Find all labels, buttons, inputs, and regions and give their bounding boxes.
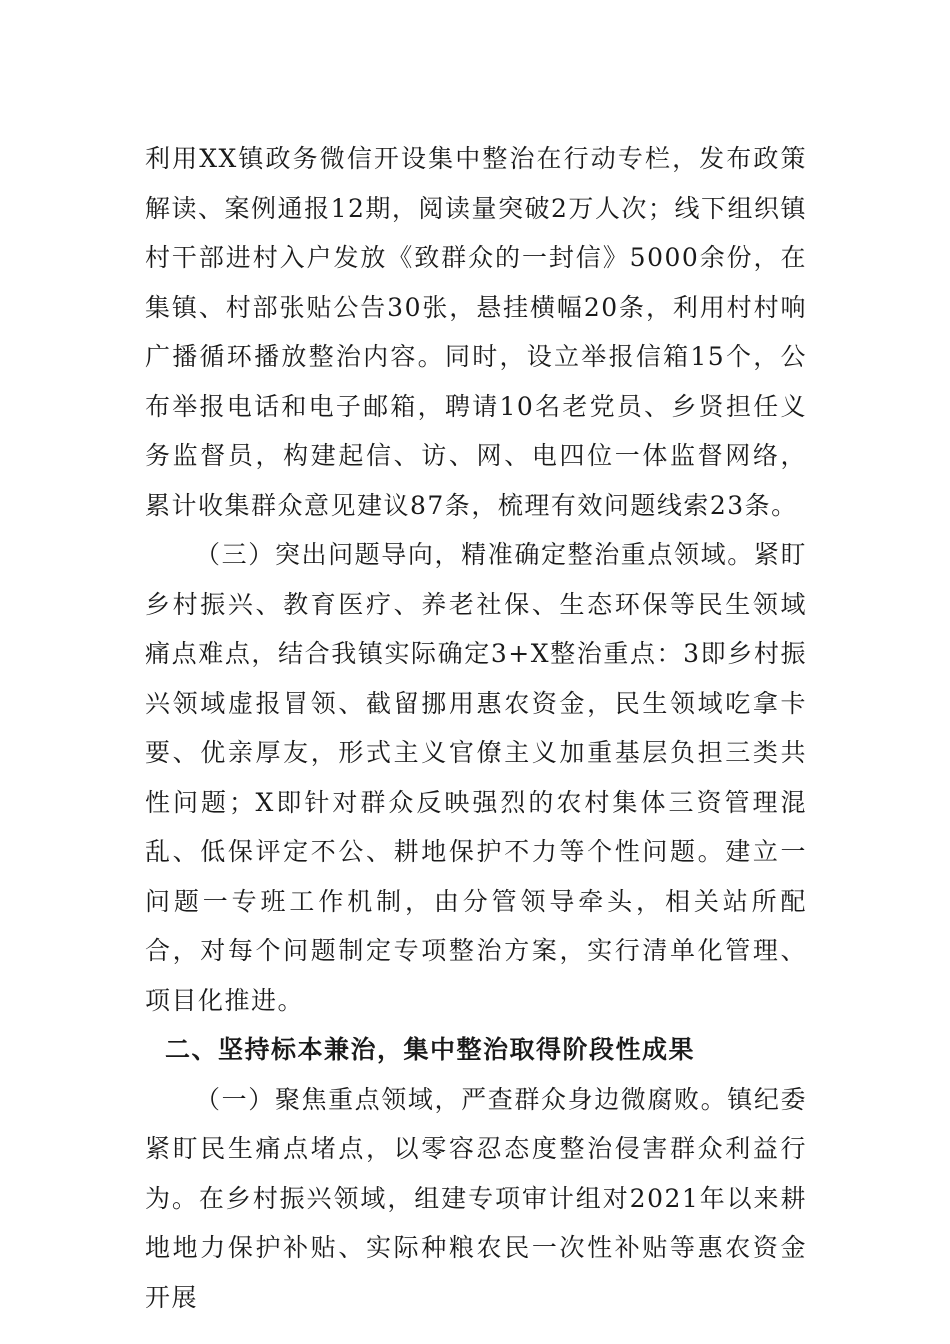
document-body: [145, 134, 807, 1322]
paragraph-1: 利用XX镇政务微信开设集中整治在行动专栏，发布政策解读、案例通报12期，阅读量突破2万人次；线下组织镇村干部进村入户发放《致群众的一封信》5000余份，在集镇、村部张贴公告30张，悬挂横幅20条，利用村村响广播循环播放整治内容。同时，设立举报信箱15个，公布举报电话和电子邮箱，聘请10名老党员、乡贤担任义务监督员，构建起信、访、网、电四位一体监督网络，累计收集群众意见建议87条，梳理有效问题线索23条。: [145, 144, 807, 520]
paragraph-2: （三）突出问题导向，精准确定整治重点领域。紧盯乡村振兴、教育医疗、养老社保、生态环保等民生领域痛点难点，结合我镇实际确定3+X整治重点：3即乡村振兴领域虚报冒领、截留挪用惠农资金，民生领域吃拿卡要、优亲厚友，形式主义官僚主义加重基层负担三类共性问题；X即针对群众反映强烈的农村集体三资管理混乱、低保评定不公、耕地保护不力等个性问题。建立一问题一专班工作机制，由分管领导牵头，相关站所配合，对每个问题制定专项整治方案，实行清单化管理、项目化推进。: [145, 540, 807, 1015]
paragraph-3: （一）聚焦重点领域，严查群众身边微腐败。镇纪委紧盯民生痛点堵点，以零容忍态度整治侵害群众利益行为。在乡村振兴领域，组建专项审计组对2021年以来耕地地力保护补贴、实际种粮农民一次性补贴等惠农资金开展: [145, 1084, 807, 1312]
section-heading: 二、坚持标本兼治，集中整治取得阶段性成果: [165, 1035, 696, 1064]
